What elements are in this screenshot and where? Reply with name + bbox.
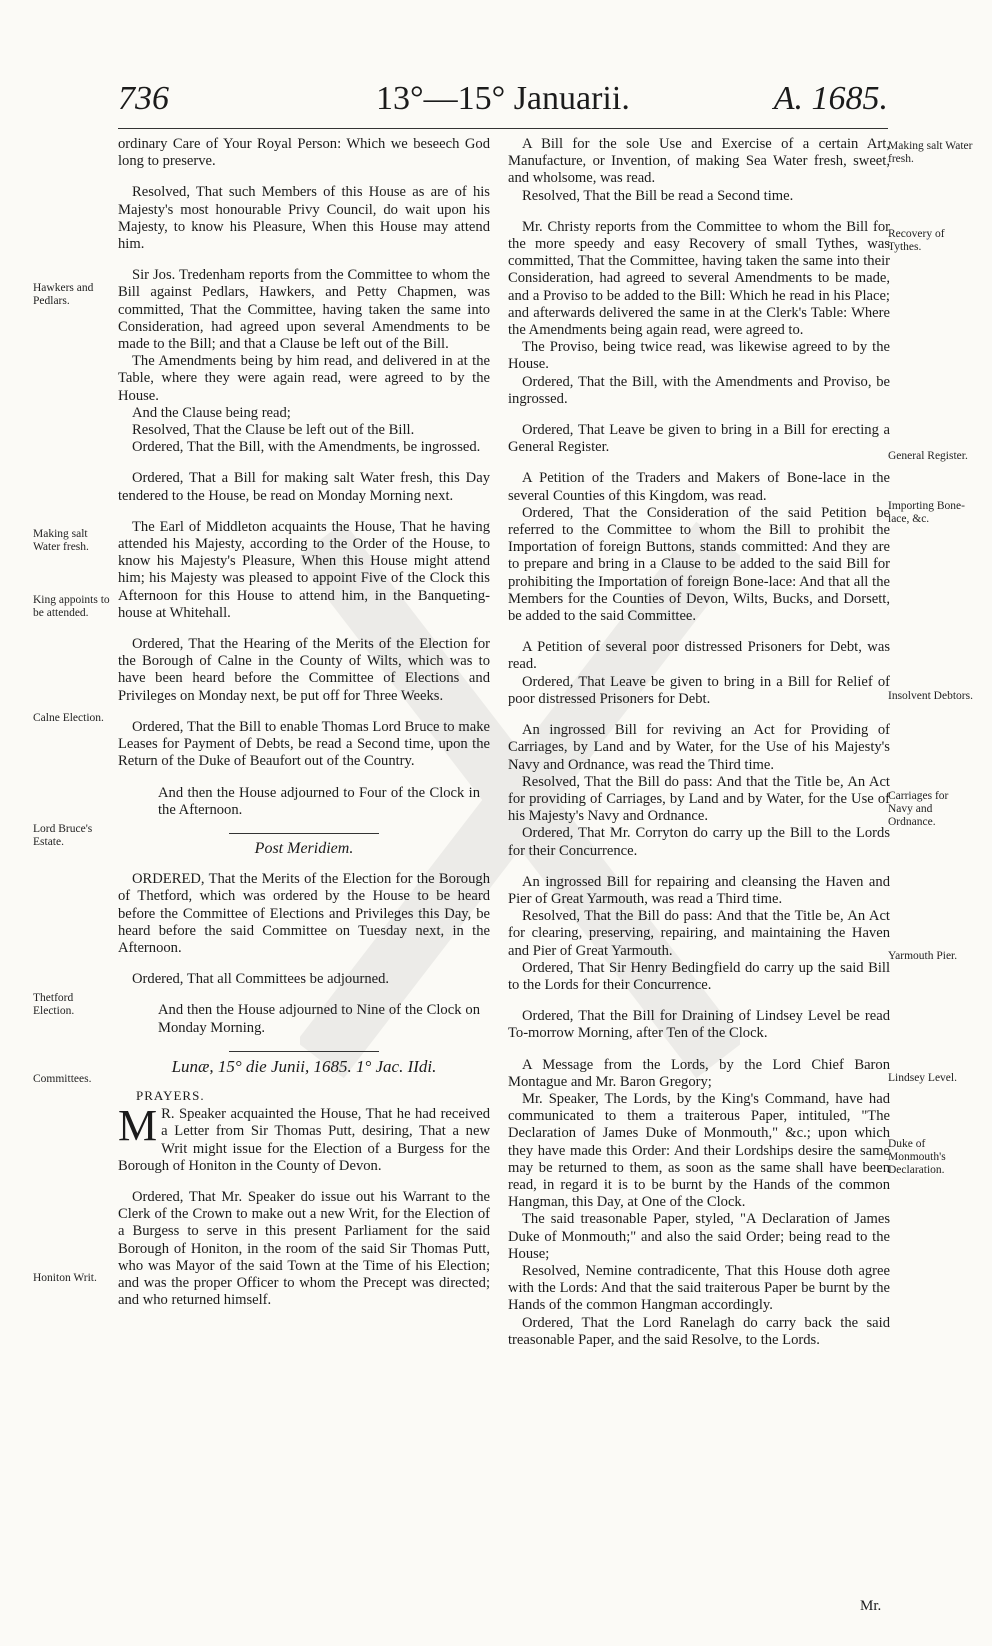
paragraph: Ordered, That the Bill, with the Amendments and Proviso, be ingrossed. [508, 373, 890, 407]
paragraph [118, 1101, 490, 1175]
paragraph: Ordered, That the Lord Ranelagh do carry back the said treasonable Paper, and the said Resolve, to the Lords. [508, 1314, 890, 1348]
paragraph: Ordered, That Leave be given to bring in a Bill for erecting a General Register. [508, 422, 890, 456]
right-column [508, 136, 890, 1363]
paragraph: Resolved, That the Bill do pass: And that the Title be, An Act for clearing, preserving, repairing, and maintaining the Haven and Pier of Great Yarmouth. [508, 908, 890, 959]
paragraph-group [508, 219, 890, 408]
paragraph: Resolved, That such Members of this House as are of his Majesty's most honourable Privy Council, do wait upon his Majesty, to know his Pleasure, When this House may attend him. [118, 184, 490, 253]
section-rule [229, 833, 379, 834]
catchword: Mr. [860, 1598, 882, 1614]
margin-note: King appoints to be attended. [33, 594, 110, 619]
paragraph: Ordered, That a Bill for making salt Water fresh, this Day tendered to the House, be read on Monday Morning next. [118, 470, 490, 504]
margin-note: Committees. [33, 1073, 92, 1085]
paragraph: ORDERED, That the Merits of the Election for the Borough of Thetford, which was ordered by the House to be heard before the Committee of Elections and Privileges this Day, be heard before the said Committee on Tuesday next, in the Afternoon. [118, 871, 490, 956]
paragraph: Ordered, That the Consideration of the said Petition be referred to the Committee to whom the Bill to prohibit the Importation of foreign Buttons, stands committed: And they are to prepare and bring in a Clause to be added to the said Bill for prohibiting the Importation of foreign Bone-lace: And that all the Members for the Counties of Devon, Wilts, Bucks, and Dorsett, be added to the said Committee. [508, 504, 890, 625]
left-column [118, 136, 490, 1323]
adjournment: And then the House adjourned to Nine of the Clock on Monday Morning. [158, 1002, 480, 1036]
paragraph: Ordered, That Leave be given to bring in a Bill for Relief of poor distressed Prisoners for Debt. [508, 673, 890, 707]
drop-cap: M [118, 1101, 158, 1151]
paragraph: Mr. Speaker, The Lords, by the King's Command, have had communicated to them a traiterous Paper, intituled, "The Declaration of James Duke of Monmouth," &c.; upon which they have made this Order: And their Lordships desire the same may be returned to them, as soon as the same shall have been read, in regard it is to be burnt by the Hands of the common Hangman, this Day, at One of the Clock. [508, 1090, 890, 1211]
paragraph: Resolved, That the Clause be left out of the Bill. [132, 422, 415, 439]
paragraph: Ordered, That Mr. Corryton do carry up the Bill to the Lords for their Concurrence. [508, 825, 890, 859]
margin-note: Hawkers and Pedlars. [33, 282, 94, 307]
paragraph: The said treasonable Paper, styled, "A Declaration of James Duke of Monmouth;" and also the said Order; being read to the House; [508, 1211, 890, 1262]
paragraph-group [508, 470, 890, 625]
paragraph: And the Clause being read; [132, 404, 291, 421]
margin-note: Making salt Water fresh. [888, 140, 973, 165]
paragraph: Resolved, Nemine contradicente, That this House doth agree with the Lords: And that the said traiterous Paper be burnt by the Hands of the common Hangman accordingly. [508, 1262, 890, 1314]
paragraph: A Bill for the sole Use and Exercise of a certain Art, Manufacture, or Invention, of making Sea Water fresh, sweet, and wholsome, was read. [508, 136, 890, 187]
header-rule [118, 128, 888, 129]
margin-note: Recovery of Tythes. [888, 228, 945, 253]
paragraph: An ingrossed Bill for repairing and cleansing the Haven and Pier of Great Yarmouth, was read a Third time. [508, 873, 890, 907]
paragraph: The Amendments being by him read, and delivered in at the Table, where they were again read, were agreed to by the House. [118, 353, 490, 404]
margin-note: Making salt Water fresh. [33, 528, 89, 553]
page-header [118, 80, 888, 128]
paragraph: The Proviso, being twice read, was likewise agreed to by the House. [508, 339, 890, 373]
paragraph: Resolved, That the Bill do pass: And that the Title be, An Act for providing of Carriages, by Land and by Water, for the Use of his Majesty's Navy and Ordnance. [508, 773, 890, 825]
paragraph: Mr. Christy reports from the Committee to whom the Bill for the more speedy and easy Recovery of small Tythes, was committed, That the Committee, having taken the same into their Consideration, had agreed to several Amendments to be made, and a Proviso to be added to the Bill: Which he read in his Place; and afterwards delivered the same in at the Clerk's Table: Where the Amendments being again read, were agreed to. [508, 218, 890, 339]
paragraph: Ordered, That the Bill to enable Thomas Lord Bruce to make Leases for Payment of Debts, be read a Second time, upon the Return of the Duke of Beaufort out of the Country. [118, 718, 490, 770]
page-number: 736 [118, 80, 169, 117]
margin-note: Lindsey Level. [888, 1072, 957, 1084]
margin-note: Importing Bone-lace, &c. [888, 500, 965, 525]
paragraph: The Earl of Middleton acquaints the House, That he having attended his Majesty, according to the Order of the House, to know his Majesty's Pleasure, When this House might attend him; his Majesty was pleased to appoint Five of the Clock this Afternoon for this House to attend him, in the Banqueting-house at Whitehall. [118, 518, 490, 621]
paragraph: Ordered, That the Bill for Draining of Lindsey Level be read To-morrow Morning, after Ten of the Clock. [508, 1008, 890, 1042]
paragraph-group [508, 722, 890, 860]
paragraph: Ordered, That the Bill, with the Amendments, be ingrossed. [132, 439, 481, 456]
page-date: 13°—15° Januarii. [376, 80, 630, 117]
margin-note: Duke of Monmouth's Declaration. [888, 1138, 946, 1176]
paragraph: ordinary Care of Your Royal Person: Which we beseech God long to preserve. [118, 136, 490, 170]
paragraph-group [118, 267, 490, 456]
margin-note: Insolvent Debtors. [888, 690, 973, 702]
margin-note: Thetford Election. [33, 992, 75, 1017]
paragraph: Resolved, That the Bill be read a Second time. [522, 187, 794, 204]
section-rule [229, 1051, 379, 1052]
paragraph: Ordered, That the Hearing of the Merits of the Election for the Borough of Calne in the County of Wilts, which was to have been heard before the Committee of Elections and Privileges on Monday next, be put off for Three Weeks. [118, 636, 490, 704]
margin-note: Lord Bruce's Estate. [33, 823, 93, 848]
adjournment: And then the House adjourned to Four of the Clock in the Afternoon. [158, 784, 480, 818]
section-heading: Post Meridiem. [254, 839, 354, 857]
page-year: A. 1685. [773, 80, 888, 117]
paragraph: Ordered, That Mr. Speaker do issue out his Warrant to the Clerk of the Crown to make out a new Writ, for the Election of a Burgess to serve in this present Parliament for the said Borough of Honiton, in the room of the said Sir Thomas Putt, who was Mayor of the said Town at the Time of his Election; and was the proper Officer to whom the Precept was directed; and who returned himself. [118, 1188, 490, 1309]
paragraph-group [508, 136, 890, 205]
paragraph: An ingrossed Bill for reviving an Act for Providing of Carriages, by Land and by Water, for the Use of his Majesty's Navy and Ordnance, was read the Third time. [508, 722, 890, 773]
paragraph: Ordered, That all Committees be adjourned. [132, 971, 390, 988]
paragraph-group [508, 639, 890, 708]
paragraph: A Message from the Lords, by the Lord Chief Baron Montague and Mr. Baron Gregory; [508, 1056, 890, 1090]
margin-note: Carriages for Navy and Ordnance. [888, 790, 949, 828]
margin-note: Honiton Writ. [33, 1272, 97, 1284]
margin-note: Calne Election. [33, 712, 104, 724]
margin-note: General Register. [888, 450, 968, 462]
paragraph-text: R. Speaker acquainted the House, That he had received a Letter from Sir Thomas Putt, desiring, That a new Writ might issue for the Election of a Burgess for the Borough of Honiton in the County of Devon. [118, 1106, 490, 1174]
paragraph: A Petition of the Traders and Makers of Bone-lace in the several Counties of this Kingdom, was read. [508, 470, 890, 504]
date-heading: Lunæ, 15° die Junii, 1685. 1° Jac. IIdi. [171, 1056, 437, 1076]
paragraph: A Petition of several poor distressed Prisoners for Debt, was read. [508, 639, 890, 673]
paragraph-group [508, 874, 890, 994]
paragraph: Sir Jos. Tredenham reports from the Committee to whom the Bill against Pedlars, Hawkers, and Petty Chapmen, was committed, That the Committee, having taken the same into Consideration, had agreed upon several Amendments to be made to the Bill; and that a Clause be left out of the Bill. [118, 267, 490, 353]
paragraph: Ordered, That Sir Henry Bedingfield do carry up the said Bill to the Lords for their Concurrence. [508, 959, 890, 993]
paragraph-group [508, 1057, 890, 1349]
margin-note: Yarmouth Pier. [888, 950, 958, 962]
prayers-label: PRAYERS. [136, 1087, 205, 1103]
